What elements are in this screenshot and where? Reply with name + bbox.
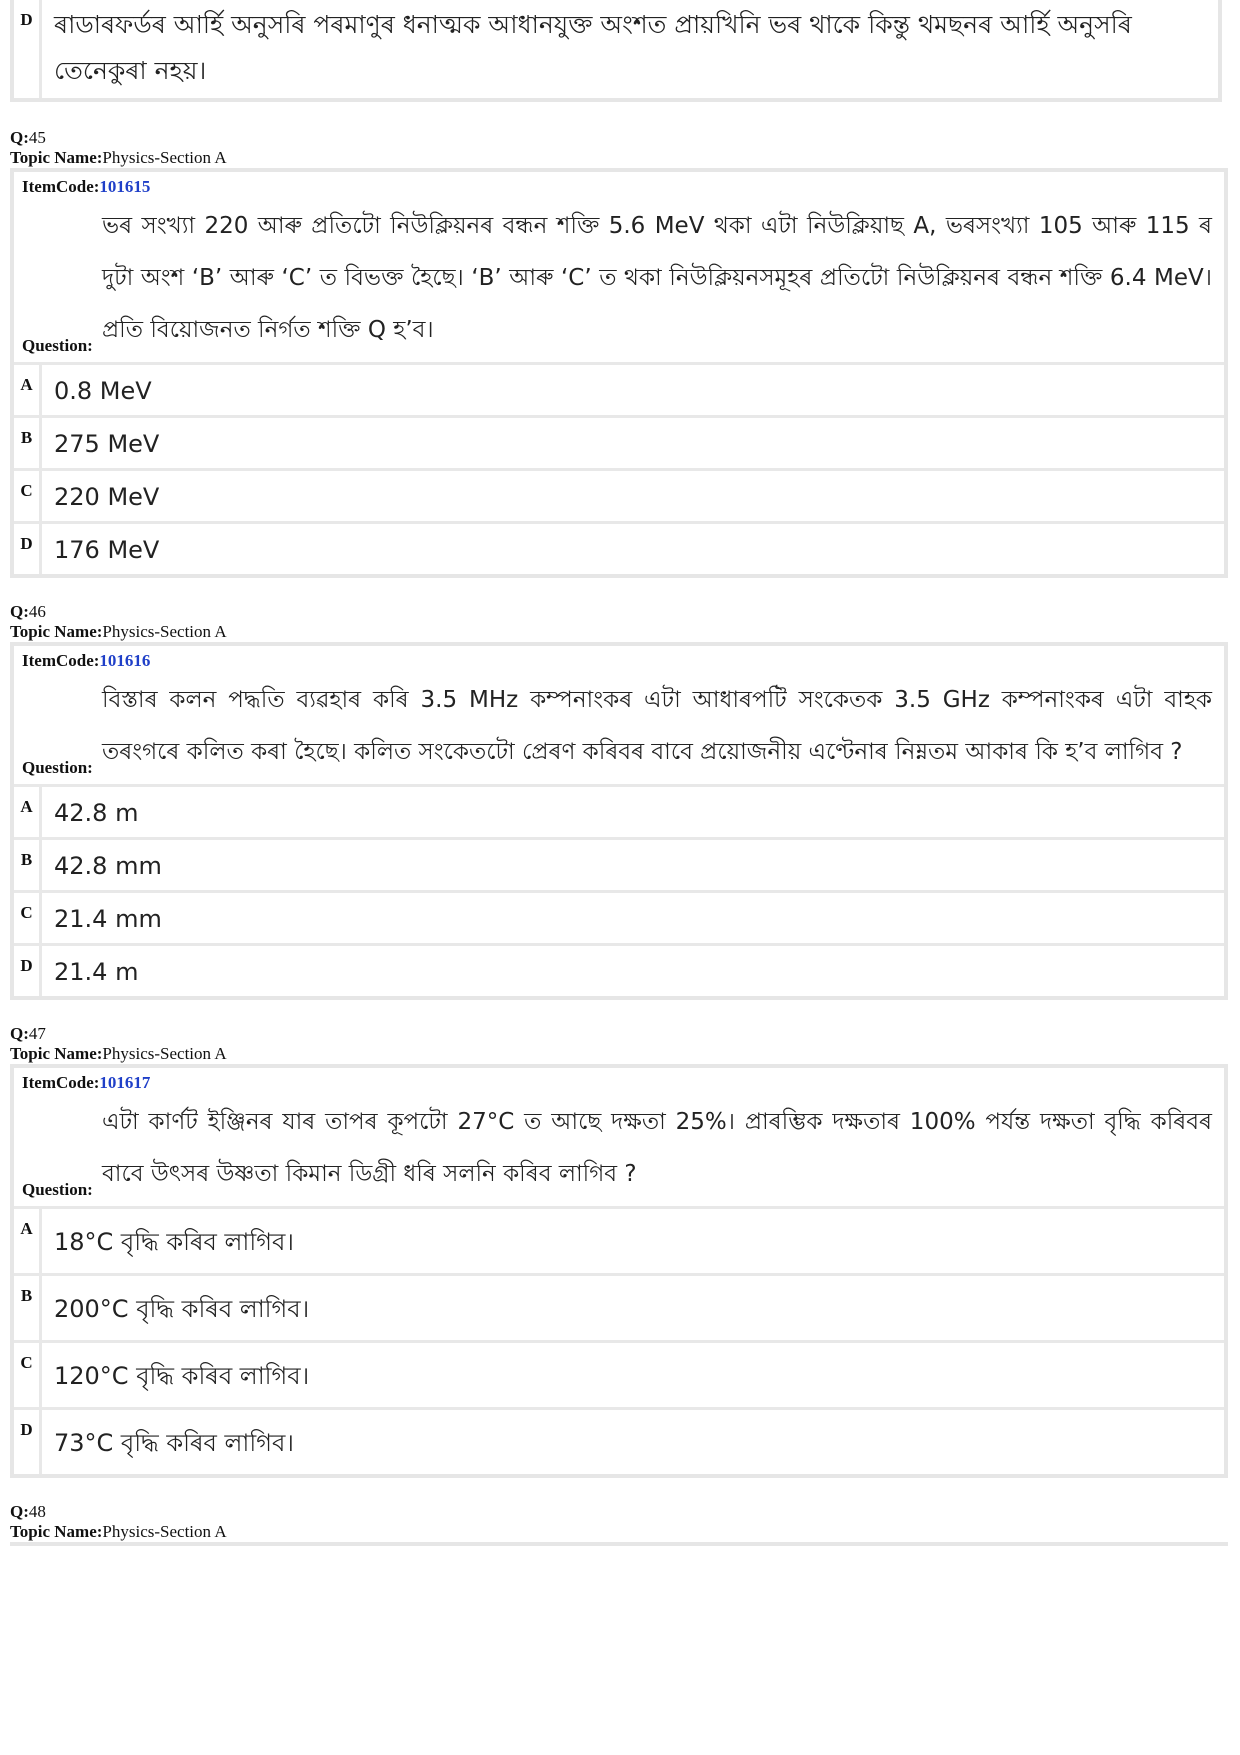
topic-name xyxy=(10,1522,1228,1542)
divider xyxy=(10,1542,1228,1546)
option-row xyxy=(14,0,1218,98)
topic-prefix: Topic Name: xyxy=(10,148,103,167)
question-label: Question: xyxy=(22,1180,93,1199)
option-text: 73°C বৃদ্ধি কৰিব লাগিব। xyxy=(54,1429,294,1457)
option-text: 42.8 mm xyxy=(54,852,162,880)
option-row xyxy=(14,524,1224,574)
option-row xyxy=(14,1343,1224,1410)
option-letter: D xyxy=(14,0,42,98)
option-text: 21.4 mm xyxy=(54,905,162,933)
question-label: Question: xyxy=(22,336,93,355)
option-row xyxy=(14,1276,1224,1343)
option-text: 0.8 MeV xyxy=(54,377,152,405)
option-letter: B xyxy=(14,418,42,468)
question-number-value: 45 xyxy=(28,128,46,147)
question-row xyxy=(14,672,1224,787)
question-number-value: 47 xyxy=(28,1024,46,1043)
topic-prefix: Topic Name: xyxy=(10,1522,103,1541)
option-letter: D xyxy=(14,1410,42,1474)
topic-name xyxy=(10,622,1228,642)
item-code xyxy=(14,172,1224,198)
question-number xyxy=(10,1502,1228,1522)
item-code xyxy=(14,646,1224,672)
option-row xyxy=(14,787,1224,840)
topic-value: Physics-Section A xyxy=(102,148,227,167)
option-text: 18°C বৃদ্ধি কৰিব লাগিব। xyxy=(54,1228,294,1256)
q-prefix: Q: xyxy=(10,128,29,147)
question-text: ভৰ সংখ্যা 220 আৰু প্ৰতিটো নিউক্লিয়নৰ বন্ধন শক্তি 5.6 MeV থকা এটা নিউক্লিয়াছ A, ভৰসংখ্যা 105 আৰু 115 ৰ দুটা অংশ ‘B’ আৰু ‘C’ ত বিভক্ত হৈছে। ‘B’ আৰু ‘C’ ত থকা নিউক্লিয়নসমূহৰ প্ৰতিটো নিউক্লিয়নৰ বন্ধন শক্তি 6.4 MeV। প্ৰতি বিয়োজনত নিৰ্গত শক্তি Q হ’ব। xyxy=(102,213,1212,343)
option-letter: A xyxy=(14,365,42,415)
option-text: 176 MeV xyxy=(54,536,160,564)
option-row xyxy=(14,893,1224,946)
option-letter: D xyxy=(14,524,42,574)
option-row xyxy=(14,840,1224,893)
option-letter: B xyxy=(14,1276,42,1340)
exam-page xyxy=(10,0,1228,1546)
topic-prefix: Topic Name: xyxy=(10,622,103,641)
option-row xyxy=(14,471,1224,524)
question-47 xyxy=(10,1024,1228,1478)
option-row xyxy=(14,1209,1224,1276)
q-prefix: Q: xyxy=(10,602,29,621)
item-code xyxy=(14,1068,1224,1094)
question-number xyxy=(10,602,1228,622)
question-row xyxy=(14,198,1224,365)
option-letter: A xyxy=(14,1209,42,1273)
topic-value: Physics-Section A xyxy=(102,1522,227,1541)
item-code-prefix: ItemCode: xyxy=(22,1073,100,1092)
option-letter: D xyxy=(14,946,42,996)
option-letter: C xyxy=(14,893,42,943)
item-code-value: 101615 xyxy=(99,177,151,196)
question-box xyxy=(10,1064,1228,1478)
item-code-prefix: ItemCode: xyxy=(22,651,100,670)
topic-name xyxy=(10,148,1228,168)
option-text: ৰাডাৰফৰ্ডৰ আৰ্হি অনুসৰি পৰমাণুৰ ধনাত্মক আধানযুক্ত অংশত প্ৰায়খিনি ভৰ থাকে কিন্তু থমছনৰ আৰ্হি অনুসৰি তেনেকুৰা নহয়। xyxy=(54,10,1132,85)
option-row xyxy=(14,418,1224,471)
options-list xyxy=(14,365,1224,574)
option-text: 200°C বৃদ্ধি কৰিব লাগিব। xyxy=(54,1295,310,1323)
option-text: 275 MeV xyxy=(54,430,160,458)
option-letter: C xyxy=(14,1343,42,1407)
previous-question-options xyxy=(10,0,1222,102)
option-text: 21.4 m xyxy=(54,958,139,986)
question-number-value: 46 xyxy=(28,602,46,621)
q-prefix: Q: xyxy=(10,1024,29,1043)
topic-prefix: Topic Name: xyxy=(10,1044,103,1063)
question-46 xyxy=(10,602,1228,1000)
topic-value: Physics-Section A xyxy=(102,1044,227,1063)
question-row xyxy=(14,1094,1224,1209)
question-number xyxy=(10,1024,1228,1044)
option-text: 120°C বৃদ্ধি কৰিব লাগিব। xyxy=(54,1362,310,1390)
option-row xyxy=(14,946,1224,996)
topic-name xyxy=(10,1044,1228,1064)
options-list xyxy=(14,1209,1224,1474)
item-code-value: 101617 xyxy=(99,1073,151,1092)
option-row xyxy=(14,365,1224,418)
option-letter: A xyxy=(14,787,42,837)
option-text: 220 MeV xyxy=(54,483,160,511)
question-text: এটা কাৰ্ণট ইঞ্জিনৰ যাৰ তাপৰ কূপটো 27°C ত আছে দক্ষতা 25%। প্ৰাৰম্ভিক দক্ষতাৰ 100% পৰ্যন্ত দক্ষতা বৃদ্ধি কৰিবৰ বাবে উৎসৰ উষ্ণতা কিমান ডিগ্ৰী ধৰি সলনি কৰিব লাগিব ? xyxy=(102,1109,1212,1187)
item-code-prefix: ItemCode: xyxy=(22,177,100,196)
question-text: বিস্তাৰ কলন পদ্ধতি ব্যৱহাৰ কৰি 3.5 MHz কম্পনাংকৰ এটা আধাৰপটি সংকেতক 3.5 GHz কম্পনাংকৰ এটা বাহক তৰংগৰে কলিত কৰা হৈছে। কলিত সংকেতটো প্ৰেৰণ কৰিবৰ বাবে প্ৰয়োজনীয় এণ্টেনাৰ নিম্নতম আকাৰ কি হ’ব লাগিব ? xyxy=(102,687,1212,765)
question-box xyxy=(10,642,1228,1000)
options-list xyxy=(14,787,1224,996)
topic-value: Physics-Section A xyxy=(102,622,227,641)
question-48 xyxy=(10,1502,1228,1546)
question-box xyxy=(10,168,1228,578)
question-label: Question: xyxy=(22,758,93,777)
option-letter: B xyxy=(14,840,42,890)
question-45 xyxy=(10,128,1228,578)
item-code-value: 101616 xyxy=(99,651,151,670)
question-number-value: 48 xyxy=(28,1502,46,1521)
option-row xyxy=(14,1410,1224,1474)
option-letter: C xyxy=(14,471,42,521)
q-prefix: Q: xyxy=(10,1502,29,1521)
option-text: 42.8 m xyxy=(54,799,139,827)
question-number xyxy=(10,128,1228,148)
